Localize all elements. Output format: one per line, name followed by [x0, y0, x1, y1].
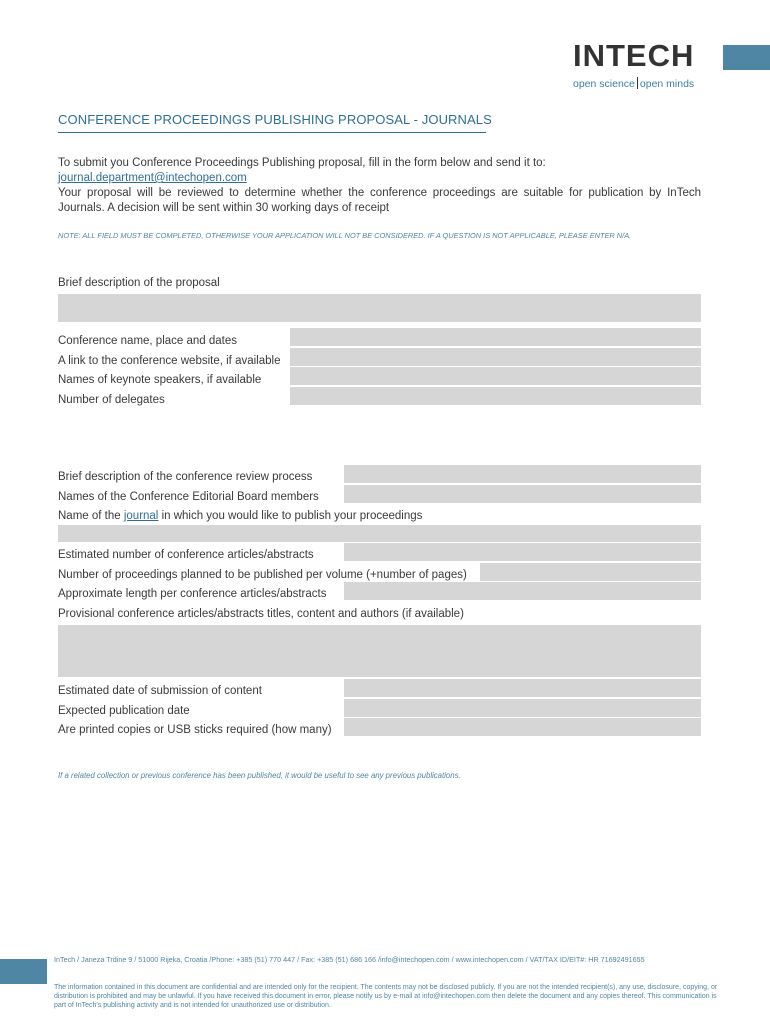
label-keynote: Names of keynote speakers, if available — [58, 374, 262, 386]
label-publication-date: Expected publication date — [58, 705, 190, 717]
label-printed-copies: Are printed copies or USB sticks required (how many) — [58, 724, 332, 736]
field-keynote[interactable] — [290, 367, 701, 385]
label-editorial-board: Names of the Conference Editorial Board members — [58, 491, 319, 503]
logo-tag-left: open science — [573, 78, 635, 90]
label-provisional: Provisional conference articles/abstracts titles, content and authors (if available) — [58, 608, 464, 620]
field-brief-description[interactable] — [58, 294, 701, 322]
field-est-articles[interactable] — [344, 543, 701, 561]
logo-tagline — [573, 77, 694, 90]
footer-legal-notice: The information contained in this document are confidential and are intended only for the recipient. The contents may not be disclosed publicly. If you are not the intended recipient(s), any use, disclosure, copying, or distribution is prohibited and may be unlawful. If you have received this document in error, please notify us by e-mail at info@intechopen.com then delete the document and any copies thereof. This communication is part of InTech's publishing activity and is not intended for unauthorized use or distribution. — [54, 984, 718, 1009]
intech-logo: INTECH — [573, 38, 695, 73]
label-submission-date: Estimated date of submission of content — [58, 685, 262, 697]
field-delegates[interactable] — [290, 387, 701, 405]
completion-note: NOTE: ALL FIELD MUST BE COMPLETED, OTHERWISE YOUR APPLICATION WILL NOT BE CONSIDERED. IF A QUESTION IS NOT APPLICABLE, PLEASE ENTER N/A. — [58, 231, 632, 240]
previous-publications-hint: If a related collection or previous conference has been published, it would be useful to see any previous publications. — [58, 771, 461, 780]
label-approx-length: Approximate length per conference articles/abstracts — [58, 588, 327, 600]
label-journal: Name of the journal in which you would like to publish your proceedings — [58, 510, 423, 522]
label-conference-name: Conference name, place and dates — [58, 335, 238, 347]
label-proceedings-per-volume: Number of proceedings planned to be published per volume (+number of pages) — [58, 569, 467, 581]
field-printed-copies[interactable] — [344, 718, 701, 736]
intro-line-3: Journals. A decision will be sent within 30 working days of receipt — [58, 202, 390, 214]
field-proceedings-per-volume[interactable] — [480, 563, 701, 581]
field-publication-date[interactable] — [344, 699, 701, 717]
corner-tab-bottom — [0, 959, 47, 984]
footer-address: InTech / Janeza Trdine 9 / 51000 Rijeka, Croatia /Phone: +385 (51) 770 447 / Fax: +385 (51) 686 166 /info@intechopen.com / www.intechopen.com / VAT/TAX ID/EIT#: HR 71692491655 — [54, 955, 645, 964]
page-title: CONFERENCE PROCEEDINGS PUBLISHING PROPOSAL - JOURNALS — [58, 112, 492, 127]
label-website: A link to the conference website, if available — [58, 355, 281, 367]
label-delegates: Number of delegates — [58, 394, 165, 406]
journal-link[interactable]: journal — [123, 510, 159, 522]
label-review-process: Brief description of the conference review process — [58, 471, 313, 483]
submission-email-link[interactable]: journal.department@intechopen.com — [58, 172, 247, 184]
field-conference-name[interactable] — [290, 328, 701, 346]
field-website[interactable] — [290, 348, 701, 366]
label-brief-description: Brief description of the proposal — [58, 277, 220, 289]
field-provisional[interactable] — [58, 625, 701, 677]
intro-line-1: To submit you Conference Proceedings Publishing proposal, fill in the form below and send it to: — [58, 157, 546, 169]
logo-tag-right: open minds — [639, 78, 695, 90]
corner-tab-top — [723, 45, 770, 70]
field-approx-length[interactable] — [344, 582, 701, 600]
field-editorial-board[interactable] — [344, 485, 701, 503]
field-submission-date[interactable] — [344, 679, 701, 697]
logo-tag-divider — [637, 77, 638, 89]
field-review-process[interactable] — [344, 465, 701, 483]
field-journal[interactable] — [58, 525, 701, 542]
label-est-articles: Estimated number of conference articles/abstracts — [58, 549, 314, 561]
title-underline — [58, 132, 486, 133]
intro-line-2: Your proposal will be reviewed to determine whether the conference proceedings are suitable for publication by InTech — [58, 187, 701, 199]
